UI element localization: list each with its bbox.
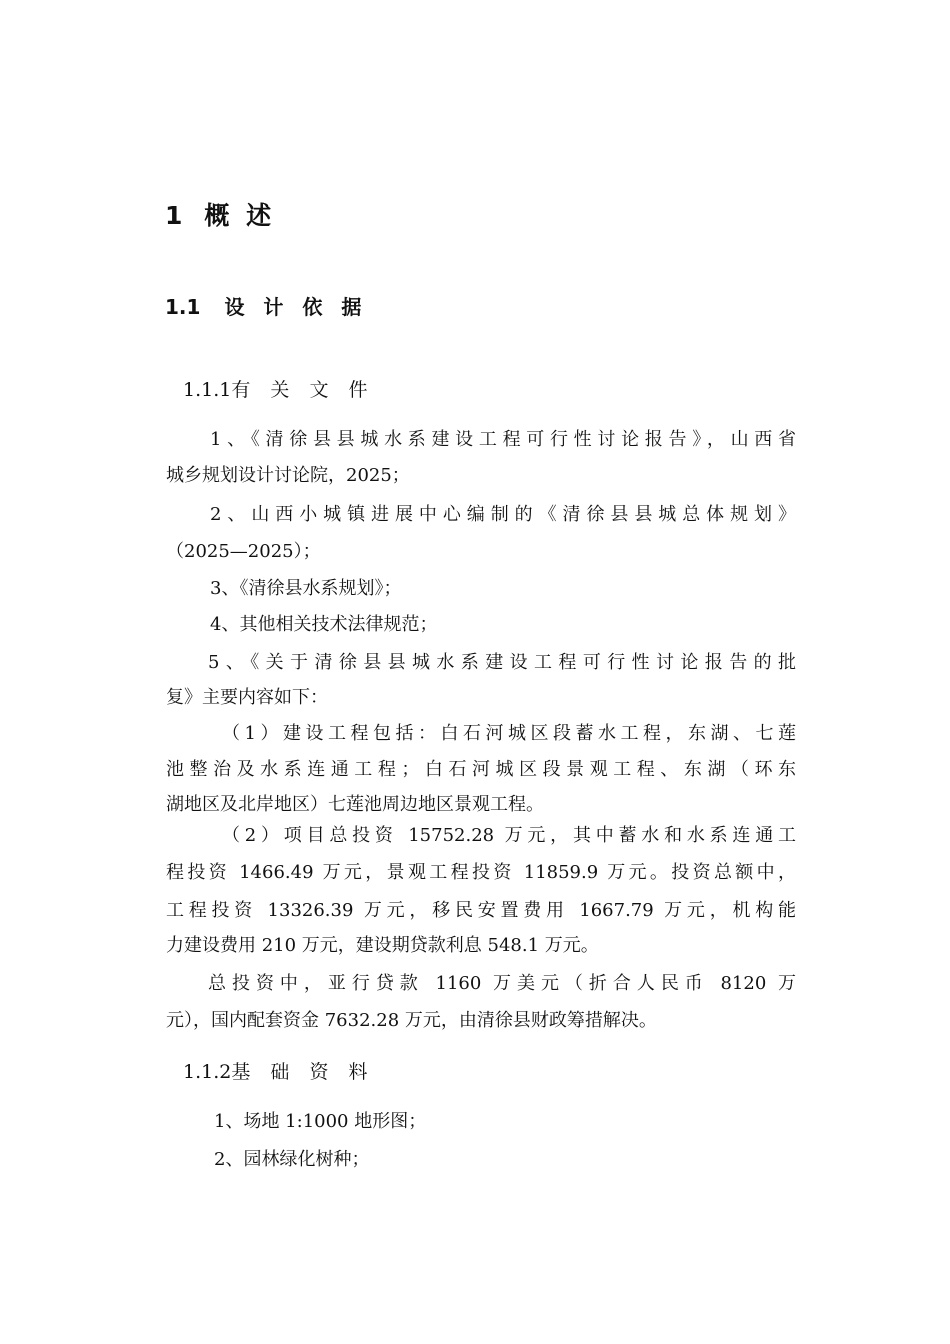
paragraph-line: 工程投资 13326.39 万元，移民安置费用 1667.79 万元，机构能 — [166, 900, 796, 921]
paragraph-line: 城乡规划设计讨论院，2025； — [166, 465, 410, 486]
paragraph-line: 池整治及水系连通工程；白石河城区段景观工程、东湖（环东 — [166, 759, 796, 780]
subsection-title: 基 础 资 料 — [231, 1061, 375, 1083]
paragraph-line: 总投资中，亚行贷款 1160 万美元（折合人民币 8120 万 — [208, 973, 796, 994]
paragraph-line: 5、《关于清徐县县城水系建设工程可行性讨论报告的批 — [208, 652, 796, 673]
paragraph-line: 1、《清徐县县城水系建设工程可行性讨论报告》，山西省 — [210, 429, 796, 450]
subsection-number: 1.1.2 — [183, 1061, 232, 1083]
paragraph-line: 力建设费用 210 万元，建设期贷款利息 548.1 万元。 — [166, 935, 599, 956]
paragraph-line: 2、园林绿化树种； — [214, 1149, 370, 1170]
subsection-number: 1.1.1 — [183, 379, 232, 401]
section-title: 设 计 依 据 — [224, 295, 368, 319]
section-number: 1.1 — [165, 295, 201, 319]
paragraph-line: 程投资 1466.49 万元，景观工程投资 11859.9 万元。投资总额中， — [166, 862, 796, 883]
paragraph-line: （2）项目总投资 15752.28 万元，其中蓄水和水系连通工 — [222, 825, 796, 846]
paragraph-line: 元），国内配套资金 7632.28 万元，由清徐县财政筹措解决。 — [166, 1010, 657, 1031]
paragraph-line: 复》主要内容如下： — [166, 687, 328, 708]
chapter-title: 概 述 — [204, 201, 276, 230]
paragraph-line: 2、山西小城镇进展中心编制的《清徐县县城总体规划》 — [210, 504, 796, 525]
subsection-title: 有 关 文 件 — [231, 379, 375, 401]
paragraph-line: 湖地区及北岸地区）七莲池周边地区景观工程。 — [166, 794, 544, 815]
paragraph-line: 4、其他相关技术法律规范； — [210, 614, 438, 635]
chapter-number: 1 — [165, 201, 187, 230]
subsection-heading-documents — [183, 375, 374, 402]
paragraph-line: （2025—2025）； — [166, 541, 321, 562]
paragraph-line: （1）建设工程包括：白石河城区段蓄水工程，东湖、七莲 — [222, 723, 796, 744]
subsection-heading-basic-data — [183, 1057, 374, 1084]
section-heading — [165, 291, 367, 320]
chapter-heading — [165, 196, 275, 232]
paragraph-line: 1、场地 1:1000 地形图； — [214, 1111, 427, 1132]
paragraph-line: 3、《清徐县水系规划》； — [210, 578, 402, 599]
